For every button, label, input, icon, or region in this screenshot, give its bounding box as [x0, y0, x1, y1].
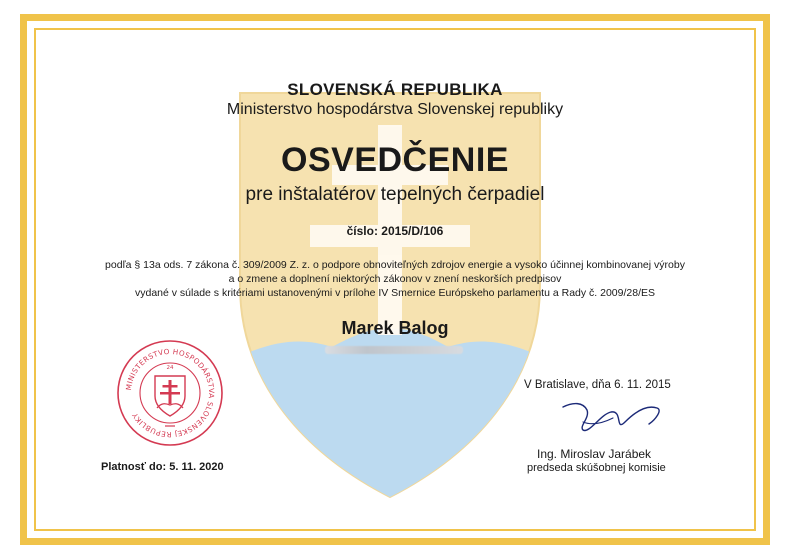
- stamp-number: 24: [166, 365, 174, 371]
- place-and-date: V Bratislave, dňa 6. 11. 2015: [524, 379, 671, 391]
- legal-line: a o zmene a doplnení niektorých zákonov v znení neskorších predpisov: [228, 273, 562, 285]
- validity-date: Platnosť do: 5. 11. 2020: [101, 461, 224, 473]
- redacted-detail: [325, 346, 463, 354]
- holder-name: Marek Balog: [341, 318, 449, 338]
- certificate-number: číslo: 2015/D/106: [346, 224, 444, 238]
- handwritten-signature: [553, 392, 668, 444]
- signer-name: Ing. Miroslav Jarábek: [537, 447, 652, 461]
- ministry-heading: Ministerstvo hospodárstva Slovenskej republiky: [226, 101, 564, 118]
- republic-heading: SLOVENSKÁ REPUBLIKA: [287, 80, 503, 99]
- legal-line: vydané v súlade s kritériami ustanovenými v prílohe IV Smernice Európskeho parlamentu a Rady č. 2009/28/ES: [134, 287, 656, 299]
- certificate-title: OSVEDČENIE: [281, 141, 509, 179]
- signer-role: predseda skúšobnej komisie: [527, 462, 666, 474]
- certificate-subtitle: pre inštalatérov tepelných čerpadiel: [245, 184, 545, 205]
- stamp-text: MINISTERSTVO HOSPODÁRSTVA SLOVENSKEJ REPUBLIKY: [124, 346, 217, 440]
- official-stamp: [115, 338, 225, 448]
- legal-line: podľa § 13a ods. 7 zákona č. 309/2009 Z. z. o podpore obnoviteľných zdrojov energie a vysoko účinnej kombinovanej výroby: [105, 259, 685, 271]
- stamp-shield-icon: [155, 376, 185, 416]
- legal-basis: [40, 258, 750, 300]
